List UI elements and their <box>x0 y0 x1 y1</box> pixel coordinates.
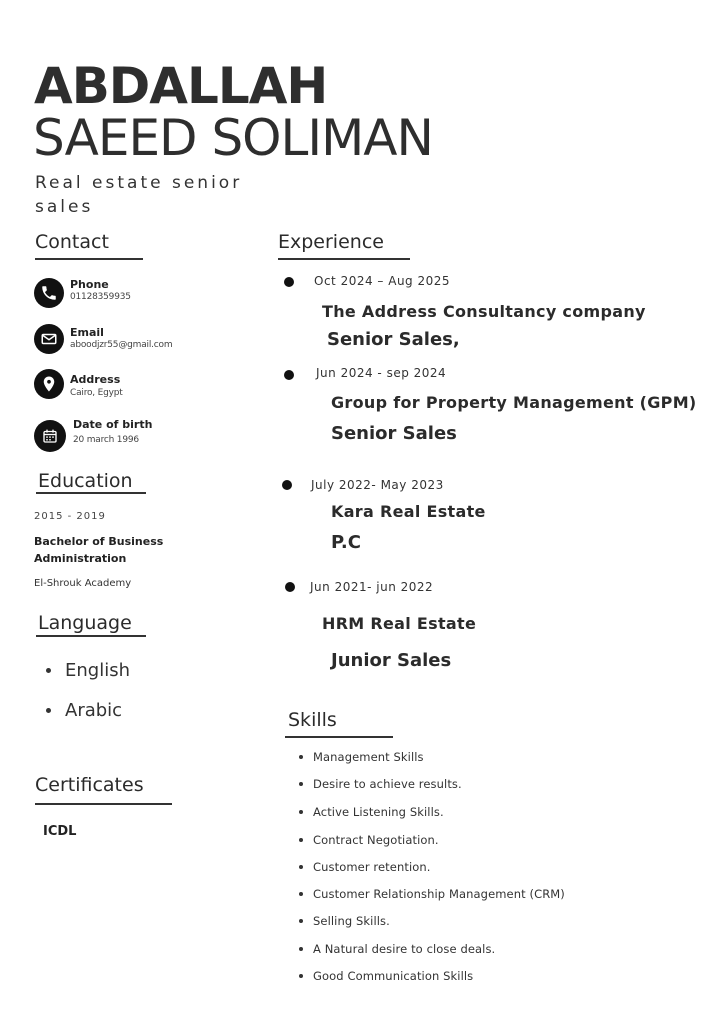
language-english: English <box>65 660 130 681</box>
skill-text: Good Communication Skills <box>313 969 474 983</box>
language-divider <box>36 635 146 637</box>
bullet-icon <box>299 782 303 786</box>
skill-text: Customer Relationship Management (CRM) <box>313 887 565 901</box>
skill-item <box>299 777 462 791</box>
language-item <box>46 660 130 681</box>
bullet-icon <box>299 974 303 978</box>
bullet-icon <box>299 755 303 759</box>
timeline-dot-icon <box>284 370 294 380</box>
contact-heading: Contact <box>35 231 109 253</box>
skill-item <box>299 860 431 874</box>
timeline-dot-icon <box>284 277 294 287</box>
skill-text: Active Listening Skills. <box>313 805 444 819</box>
email-label: Email <box>70 326 104 339</box>
experience-heading: Experience <box>278 231 384 253</box>
experience-date: Oct 2024 – Aug 2025 <box>314 274 451 288</box>
bullet-icon <box>299 810 303 814</box>
name-first: ABDALLAH <box>34 57 328 115</box>
education-divider <box>36 492 146 494</box>
timeline-dot-icon <box>282 480 292 490</box>
language-item <box>46 700 122 721</box>
bullet-icon <box>299 838 303 842</box>
address-label: Address <box>70 373 121 386</box>
education-years: 2015 - 2019 <box>34 511 106 522</box>
bullet-icon <box>299 892 303 896</box>
certificate-item: ICDL <box>43 824 77 839</box>
experience-company: The Address Consultancy company <box>322 302 646 321</box>
skill-text: Customer retention. <box>313 860 431 874</box>
skill-item <box>299 750 424 764</box>
skill-item <box>299 942 495 956</box>
phone-label: Phone <box>70 278 109 291</box>
bullet-icon <box>46 668 51 673</box>
certificates-divider <box>35 803 172 805</box>
skill-item <box>299 914 390 928</box>
experience-role: Senior Sales, <box>327 329 460 350</box>
timeline-dot-icon <box>285 582 295 592</box>
email-icon <box>34 324 64 354</box>
experience-date: Jun 2024 - sep 2024 <box>316 366 447 380</box>
skill-item <box>299 805 444 819</box>
experience-role: P.C <box>331 532 361 553</box>
education-heading: Education <box>38 470 133 492</box>
calendar-icon <box>34 420 66 452</box>
experience-date: Jun 2021- jun 2022 <box>310 580 434 594</box>
email-value: aboodjzr55@gmail.com <box>70 340 173 350</box>
experience-company: Kara Real Estate <box>331 502 486 521</box>
experience-date: July 2022- May 2023 <box>311 478 444 492</box>
skills-divider <box>285 736 393 738</box>
dob-value: 20 march 1996 <box>73 435 139 445</box>
phone-value: 01128359935 <box>70 292 131 302</box>
education-school: El-Shrouk Academy <box>34 578 132 589</box>
skill-text: Contract Negotiation. <box>313 833 439 847</box>
skill-text: Desire to achieve results. <box>313 777 462 791</box>
job-title: Real estate senior sales <box>35 173 243 217</box>
dob-label: Date of birth <box>73 418 153 431</box>
experience-divider <box>278 258 410 260</box>
language-arabic: Arabic <box>65 700 123 721</box>
experience-company: Group for Property Management (GPM) <box>331 393 697 412</box>
skill-item <box>299 833 439 847</box>
experience-role: Junior Sales <box>331 650 452 671</box>
name-last: SAEED SOLIMAN <box>33 109 433 167</box>
phone-icon <box>34 278 64 308</box>
bullet-icon <box>299 865 303 869</box>
experience-role: Senior Sales <box>331 423 457 444</box>
bullet-icon <box>46 708 51 713</box>
skill-text: A Natural desire to close deals. <box>313 942 496 956</box>
skills-heading: Skills <box>288 709 337 731</box>
skill-item <box>299 887 565 901</box>
language-heading: Language <box>38 612 132 634</box>
bullet-icon <box>299 947 303 951</box>
education-degree: Bachelor of Business Administration <box>34 535 164 565</box>
skill-text: Management Skills <box>313 750 424 764</box>
contact-divider <box>35 258 143 260</box>
bullet-icon <box>299 919 303 923</box>
address-value: Cairo, Egypt <box>70 388 123 398</box>
skill-item <box>299 969 473 983</box>
skill-text: Selling Skills. <box>313 914 390 928</box>
location-icon <box>34 369 64 399</box>
certificates-heading: Certificates <box>35 774 144 796</box>
experience-company: HRM Real Estate <box>322 614 477 633</box>
